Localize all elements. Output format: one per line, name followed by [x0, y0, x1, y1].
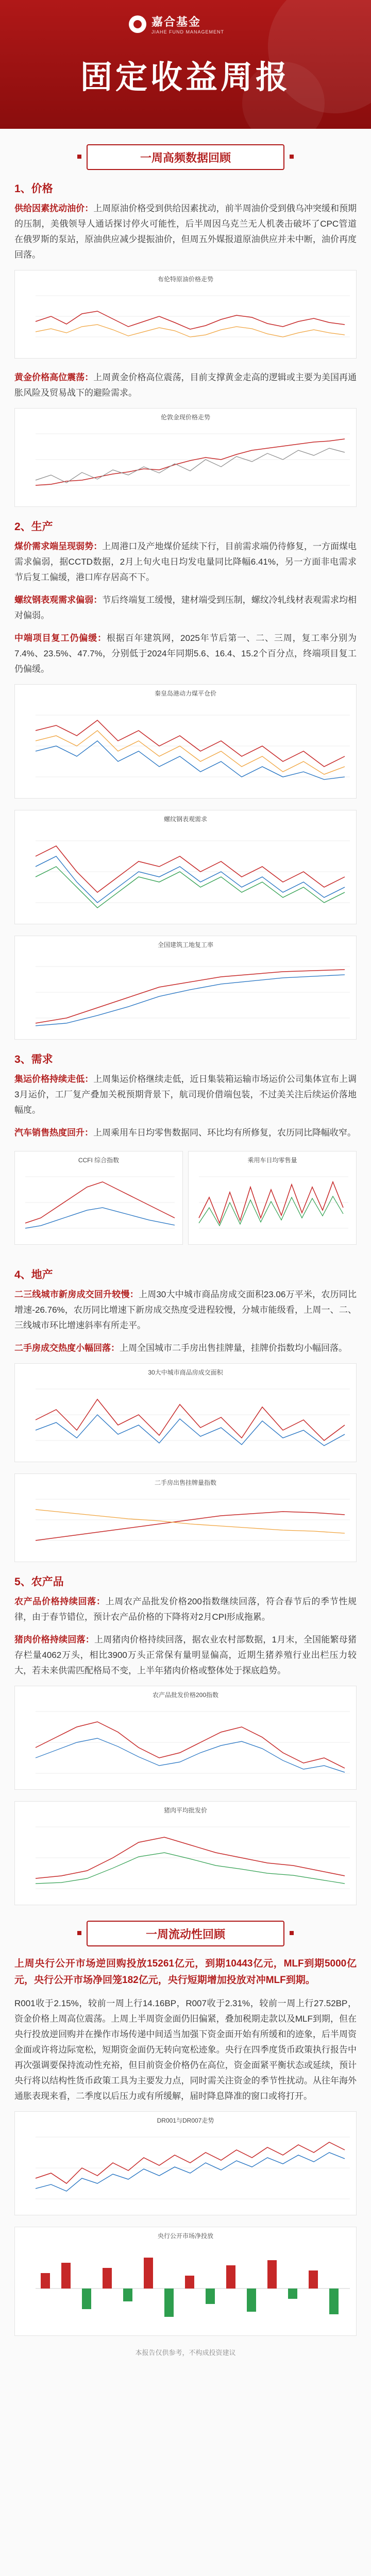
text-pig: 上周猪肉价格持续回落，据农业农村部数据，1月末，全国能繁母猪存栏量4062万头，相比3900万头正常保有量明显偏高，近期生猪养殖行业出栏压力较大，若未来供需匹配格局不变，上半年猪肉价格或整体处于探底趋势。	[14, 1635, 357, 1675]
logo-icon	[129, 15, 146, 33]
logo-en: JIAHE FUND MANAGEMENT	[151, 29, 225, 35]
paragraph-oil	[14, 201, 357, 263]
bar	[82, 2289, 91, 2309]
report-header	[0, 0, 371, 129]
chart-title: DR001与DR007走势	[157, 2117, 214, 2124]
line-chart	[20, 423, 351, 501]
chart-site-resumption	[14, 936, 357, 1040]
series-line	[36, 1415, 345, 1446]
keyword-second-home: 二手房成交热度小幅回落：	[14, 1343, 120, 1353]
series-line	[36, 1512, 345, 1540]
line-chart	[20, 285, 351, 352]
bar	[267, 2260, 277, 2289]
series-line	[36, 846, 345, 892]
line-chart	[20, 825, 351, 918]
series-line	[36, 970, 345, 1023]
section-banner-high-frequency: 一周高频数据回顾	[87, 144, 284, 170]
paragraph-steel	[14, 592, 357, 623]
page-title	[0, 52, 371, 97]
bar	[61, 2263, 71, 2289]
text-shipping: 上周集运价格继续走低，近日集装箱运输市场运价公司集体宣布上调3月运价，工厂复产叠加关税预期背景下，航司现价借端包装，不过美关注后续运价落地幅度。	[14, 1074, 357, 1115]
bar	[288, 2289, 297, 2299]
series-line	[36, 1510, 345, 1533]
line-chart	[194, 1166, 348, 1239]
paragraph-gold	[14, 370, 357, 401]
bar	[206, 2289, 215, 2304]
line-chart	[20, 1379, 351, 1456]
series-line	[36, 1399, 345, 1440]
text-new-home: 上周30大中城市商品房成交面积23.06万平米，农历同比增速-26.76%，农历同比增速下新房成交热度受进程较慢，分城市能级看，上周一、二、三线城市环比增速斜率有所走平。	[14, 1290, 357, 1330]
bar	[247, 2289, 256, 2312]
chart-title: 农产品批发价格200指数	[152, 1691, 219, 1699]
series-line	[36, 2142, 345, 2183]
chart-title: 全国建筑工地复工率	[157, 941, 213, 948]
section-price-title: 1、价格	[14, 183, 53, 195]
brand-logo	[129, 13, 224, 35]
bar	[103, 2268, 112, 2289]
keyword-new-home: 二三线城市新房成交回升较慢：	[14, 1290, 139, 1299]
text-site: 根据百年建筑网，2025年节后第一、二、三周，复工率分别为7.4%、23.5%、47.7%，分别低于2024年同期5.6、16.4、15.2个百分点，终端项目复工仍偏缓。	[14, 633, 357, 674]
chart-car-sales	[188, 1151, 357, 1245]
liquidity-text: R001收于2.15%，较前一周上行14.16BP，R007收于2.31%，较前一周上行27.52BP，资金价格上周高位震荡。上周上半周资金面仍旧偏紧，叠加税期走款以及MLF到期，但在央行投放逆回购并在操作市场传递中间适当加强下资金面开始有所缓和的迹象，后半周资金面或许将边际宽松，短期资金面仍无转向宽松迹象。央行在四季度货币政策执行报告中再次强调要保持流动性充裕，但目前资金价格仍在高位，资金面紧平衡状态或延续，预计央行将以结构性货币政策工具为主要发力点，同时需关注资金的季节性扰动。从往年海外通胀表现来看，二季度以后压力或有所缓解，届时降息降准的窗口或将打开。	[14, 1998, 357, 2101]
bar	[329, 2289, 339, 2314]
footer-note: 本报告仅供参考，不构成投资建议	[135, 2349, 236, 2357]
series-line	[36, 448, 345, 483]
keyword-agri: 农产品价格持续回落：	[14, 1597, 106, 1606]
logo-cn: 嘉合基金	[151, 15, 201, 28]
section-realestate-title: 4、地产	[14, 1269, 53, 1281]
paragraph-car	[14, 1125, 357, 1141]
text-second-home: 上周全国城市二手房出售挂牌量，挂牌价指数均小幅回落。	[120, 1343, 347, 1353]
chart-brent	[14, 270, 357, 359]
chart-agri-index	[14, 1686, 357, 1790]
paragraph-shipping	[14, 1072, 357, 1118]
liquidity-lead: 上周央行公开市场逆回购投放15261亿元，到期10443亿元，MLF到期5000亿元，央行公开市场净回笼182亿元，央行短期增加投放对冲MLF到期。	[14, 1958, 357, 1986]
paragraph-second-home	[14, 1341, 357, 1356]
paragraph-site	[14, 631, 357, 677]
chart-title: 30大中城市商品房成交面积	[148, 1369, 223, 1376]
chart-title: 伦敦金现价格走势	[160, 414, 210, 421]
keyword-pig: 猪肉价格持续回落：	[14, 1635, 95, 1645]
series-line	[36, 439, 345, 485]
text-coal: 上周港口及产地煤价延续下行，目前需求端仍待修复，一方面煤电需求偏弱，据CCTD数据，2月上旬火电日均发电量同比降幅6.41%，另一方面非电需求节后复工偏缓，港口库存居高不下。	[14, 541, 357, 582]
series-line	[36, 1722, 345, 1768]
chart-gold	[14, 408, 357, 507]
bar	[185, 2276, 194, 2289]
paragraph-agri	[14, 1594, 357, 1625]
bar	[123, 2289, 132, 2301]
bar	[144, 2258, 153, 2289]
keyword-shipping: 集运价格持续走低：	[14, 1074, 94, 1084]
paragraph-new-home	[14, 1287, 357, 1333]
line-chart	[20, 700, 351, 792]
chart-second-home-listing	[14, 1473, 357, 1562]
chart-coal	[14, 684, 357, 799]
keyword-oil: 供给因素扰动油价：	[14, 204, 94, 213]
line-chart	[20, 2127, 351, 2209]
keyword-gold: 黄金价格高位震荡：	[14, 372, 94, 382]
series-line	[25, 1208, 175, 1228]
paragraph-coal	[14, 539, 357, 585]
section-banner-liquidity: 一周流动性回顾	[87, 1921, 284, 1946]
chart-repo-rates	[14, 2111, 357, 2215]
page-title-text: 固定收益周报	[80, 60, 291, 95]
line-chart	[20, 1817, 351, 1899]
chart-rebar	[14, 810, 357, 924]
series-line	[199, 1196, 343, 1226]
chart-title: 秦皇岛港动力煤平仓价	[154, 690, 216, 697]
line-chart	[20, 1489, 351, 1556]
line-chart	[20, 1701, 351, 1784]
section-demand-title: 3、需求	[14, 1054, 53, 1065]
series-line	[36, 2153, 345, 2191]
keyword-car: 汽车销售热度回升：	[14, 1128, 93, 1138]
bar	[41, 2273, 50, 2289]
chart-ccfi	[14, 1151, 183, 1245]
series-line	[36, 325, 345, 337]
keyword-steel: 螺纹钢表观需求偏弱：	[14, 595, 103, 605]
text-oil: 上周原油价格受到供给因素扰动，前半周油价受到俄乌冲突缓和预期的压制，美俄领导人通话探讨停火可能性，后半周因乌克兰无人机袭击破坏了CPC管道在俄罗斯的泵站，原油供应减少提振油价，但周五外媒报道原油供应并未中断，油价再度回落。	[14, 204, 357, 260]
keyword-site: 中端项目复工仍偏缓：	[14, 633, 107, 643]
chart-title: 螺纹钢表观需求	[163, 816, 207, 823]
bar	[226, 2265, 235, 2289]
chart-pork-price	[14, 1801, 357, 1905]
chart-title: 猪肉平均批发价	[163, 1807, 207, 1814]
line-chart	[20, 951, 351, 1033]
chart-title: 布伦特原油价格走势	[157, 276, 213, 283]
section-production-title: 2、生产	[14, 521, 53, 533]
bar	[164, 2289, 174, 2317]
text-steel: 节后终端复工缓慢，建材端受到压制，螺纹冷轧线材表观需求均相对偏弱。	[14, 595, 357, 620]
chart-title: CCFI 综合指数	[78, 1157, 120, 1164]
chart-property-sales	[14, 1363, 357, 1462]
text-car: 上周乘用车日均零售数据同、环比均有所修复，农历同比降幅收窄。	[93, 1128, 356, 1138]
bar-chart	[20, 2242, 351, 2330]
text-agri: 上周农产品批发价格200指数继续回落，符合春节后的季节性规律，由于春节错位，预计农产品价格的下降将对2月CPI形成拖累。	[14, 1597, 357, 1622]
series-line	[36, 1853, 345, 1884]
chart-title: 乘用车日均零售量	[247, 1157, 297, 1164]
line-chart	[20, 1166, 175, 1239]
paragraph-pig	[14, 1632, 357, 1679]
text-gold: 上周黄金价格高位震荡，目前支撑黄金走高的逻辑或主要为美国再通胀风险及贸易战下的避险需求。	[14, 372, 357, 398]
chart-title: 二手房出售挂牌量指数	[154, 1479, 216, 1486]
chart-title: 央行公开市场净投放	[157, 2232, 213, 2240]
section-agri-title: 5、农产品	[14, 1576, 64, 1588]
chart-net-injection	[14, 2227, 357, 2336]
series-line	[36, 720, 345, 767]
keyword-coal: 煤价需求端呈现弱势：	[14, 541, 103, 551]
series-line	[36, 1738, 345, 1772]
series-line	[36, 741, 345, 779]
bar	[309, 2270, 318, 2289]
